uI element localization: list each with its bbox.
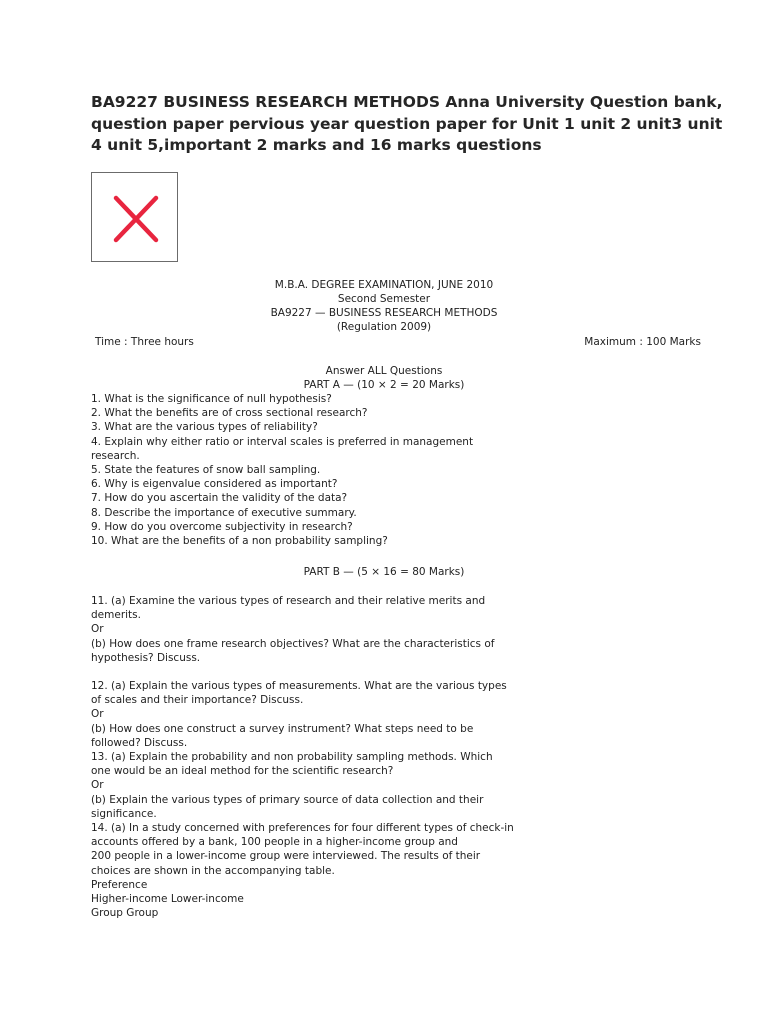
question-line: 200 people in a lower-income group were interviewed. The results of their xyxy=(91,850,481,863)
question-line: followed? Discuss. xyxy=(91,736,188,749)
instructions: Answer ALL Questions xyxy=(325,365,443,377)
question-line: 6. Why is eigenvalue considered as important? xyxy=(91,478,338,491)
exam-time: Time : Three hours xyxy=(95,336,194,348)
title-line: BA9227 BUSINESS RESEARCH METHODS Anna University Question bank, xyxy=(91,93,723,111)
question-line: 12. (a) Explain the various types of measurements. What are the various types xyxy=(91,680,507,692)
title-line: question paper pervious year question paper for Unit 1 unit 2 unit3 unit xyxy=(91,114,723,133)
question-line: choices are shown in the accompanying table. xyxy=(91,864,335,877)
part-b-question-11 xyxy=(91,594,561,665)
question-line: significance. xyxy=(91,807,157,820)
question-line: Or xyxy=(91,779,104,792)
document-title xyxy=(91,92,723,157)
part-b-questions-12-14 xyxy=(91,679,561,920)
question-line: research. xyxy=(91,449,140,462)
table-header: Group Group xyxy=(91,907,159,920)
question-line: (b) How does one construct a survey instrument? What steps need to be xyxy=(91,722,474,735)
semester: Second Semester xyxy=(337,293,431,305)
question-line: of scales and their importance? Discuss. xyxy=(91,694,304,707)
question-line: (b) Explain the various types of primary source of data collection and their xyxy=(91,793,484,806)
question-line: 8. Describe the importance of executive summary. xyxy=(91,506,357,519)
question-line: Or xyxy=(91,708,104,721)
question-line: 2. What the benefits are of cross sectional research? xyxy=(91,407,368,420)
question-line: 9. How do you overcome subjectivity in research? xyxy=(91,520,353,533)
question-line: 7. How do you ascertain the validity of the data? xyxy=(91,492,348,505)
max-marks: Maximum : 100 Marks xyxy=(584,336,701,348)
question-line: hypothesis? Discuss. xyxy=(91,651,201,664)
question-line: 11. (a) Examine the various types of research and their relative merits and xyxy=(91,595,486,607)
title-line: 4 unit 5,important 2 marks and 16 marks questions xyxy=(91,136,542,154)
question-line: Or xyxy=(91,623,104,636)
question-line: demerits. xyxy=(91,609,141,622)
question-line: 10. What are the benefits of a non probability sampling? xyxy=(91,535,388,548)
question-line: 13. (a) Explain the probability and non probability sampling methods. Which xyxy=(91,751,493,764)
broken-image-x-icon xyxy=(92,173,177,261)
table-header: Higher-income Lower-income xyxy=(91,893,244,906)
table-caption: Preference xyxy=(91,878,148,891)
question-line: accounts offered by a bank, 100 people in a higher-income group and xyxy=(91,836,458,849)
part-a-heading: PART A — (10 × 2 = 20 Marks) xyxy=(303,379,465,391)
question-line: 3. What are the various types of reliability? xyxy=(91,421,318,434)
part-a-questions xyxy=(91,392,561,548)
question-line: 1. What is the significance of null hypothesis? xyxy=(91,393,332,405)
part-b-heading: PART B — (5 × 16 = 80 Marks) xyxy=(303,566,465,578)
exam-title: M.B.A. DEGREE EXAMINATION, JUNE 2010 xyxy=(274,279,494,291)
broken-image-placeholder xyxy=(91,172,178,262)
question-line: 5. State the features of snow ball sampling. xyxy=(91,464,321,477)
regulation: (Regulation 2009) xyxy=(336,321,432,333)
question-line: 14. (a) In a study concerned with preferences for four different types of check-in xyxy=(91,822,514,835)
question-line: (b) How does one frame research objectives? What are the characteristics of xyxy=(91,637,495,650)
course-name: BA9227 — BUSINESS RESEARCH METHODS xyxy=(270,307,498,319)
question-line: 4. Explain why either ratio or interval scales is preferred in management xyxy=(91,435,474,448)
question-line: one would be an ideal method for the scientific research? xyxy=(91,765,394,778)
